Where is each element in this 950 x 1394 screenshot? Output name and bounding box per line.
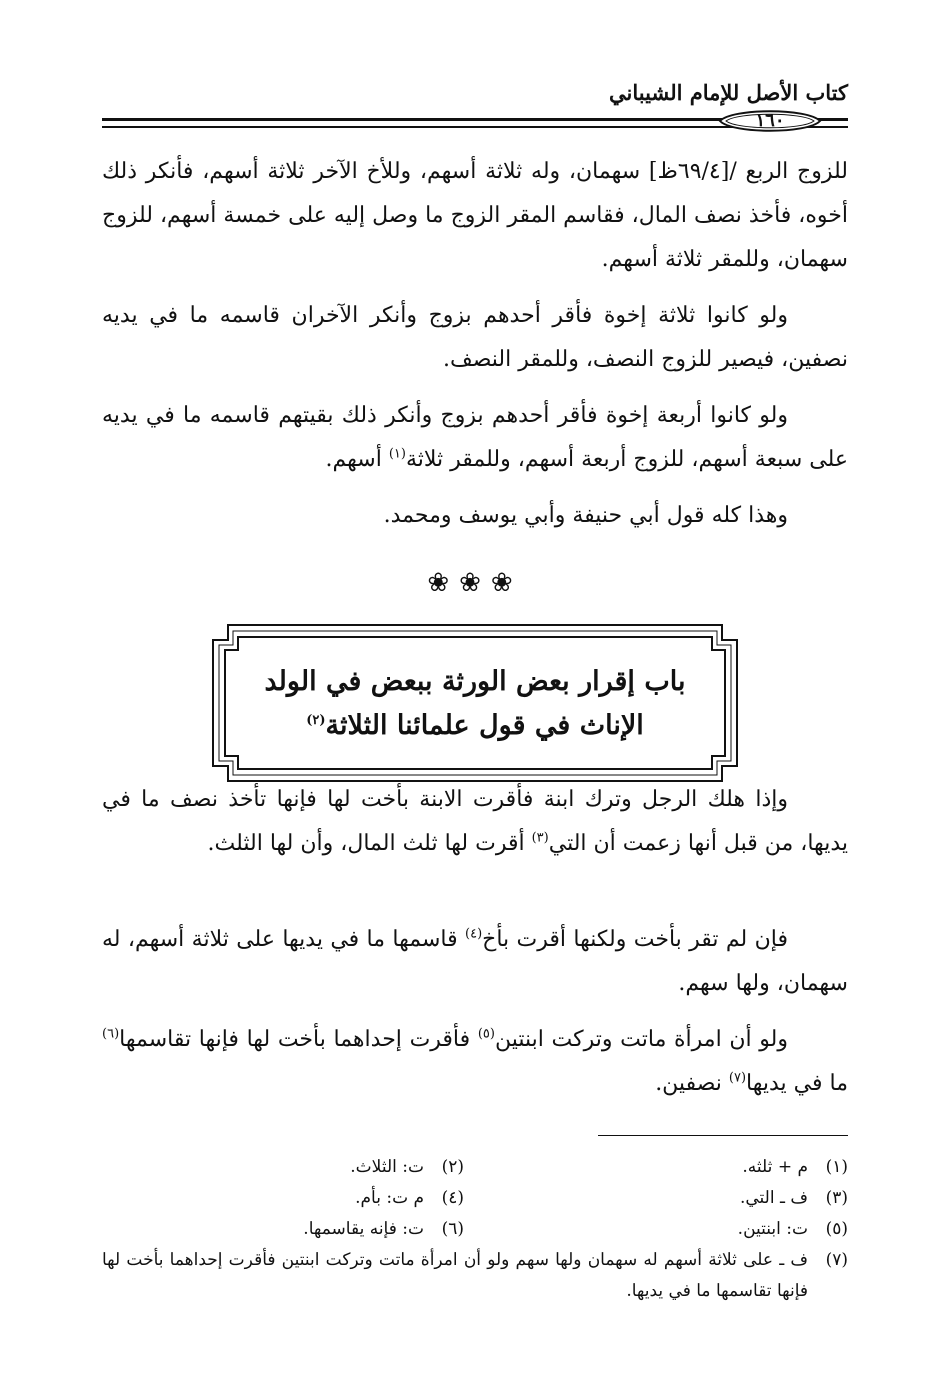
footnote-4 — [84, 1183, 464, 1214]
footnote-row — [102, 1214, 848, 1245]
paragraph-6-text-b: قاسمها ما في يديها على ثلاثة أسهم، له سهمان، ولها سهم. — [102, 927, 848, 996]
footnote-ref-5: (٥) — [477, 1026, 495, 1042]
footnote-5 — [468, 1214, 848, 1245]
footnotes — [102, 1152, 848, 1307]
paragraph-7-text-a: ولو أن امرأة ماتت وتركت ابنتين — [494, 1027, 788, 1052]
footnote-text: م + ثلثه. — [742, 1157, 808, 1177]
footnote-row — [102, 1152, 848, 1183]
footnote-text: ت: فإنه يقاسمها. — [303, 1219, 424, 1239]
paragraph-4: وهذا كله قول أبي حنيفة وأبي يوسف ومحمد. — [383, 503, 788, 528]
footnote-ref-1: (١) — [388, 446, 406, 462]
footnote-text: م ت: بأم. — [355, 1188, 424, 1208]
chapter-heading-line-2 — [238, 704, 712, 748]
paragraph-5 — [102, 778, 848, 866]
footnote-ref-4: (٤) — [465, 926, 483, 942]
footnote-number: (٥) — [825, 1219, 848, 1239]
footnote-ref-3: (٣) — [531, 830, 549, 846]
page-number: ١٦٠ — [755, 110, 785, 131]
paragraph-7-text-b: فأقرت إحداهما بأخت لها فإنها تقاسمها — [119, 1027, 478, 1052]
footnote-number: (٣) — [825, 1188, 848, 1208]
footnote-7 — [102, 1245, 848, 1307]
paragraph-1: للزوج الربع /[٦٩/٤ظ] سهمان، وله ثلاثة أسهم، وللأخ الآخر ثلاثة أسهم، فأنكر ذلك أخوه، فأخذ نصف المال، فقاسم المقر الزوج ما وصل إليه على خمسة أسهم، للزوج سهمان، وللمقر ثلاثة أسهم. — [102, 159, 849, 272]
paragraph-6-text-a: فإن لم تقر بأخت ولكنها أقرت بأخ — [482, 927, 788, 952]
section-ornament-icon: ❀❀❀ — [427, 568, 523, 598]
footnote-text: ف ـ التي. — [739, 1188, 808, 1208]
footnote-text: ت: ابنتين. — [737, 1219, 808, 1239]
paragraph-3 — [102, 394, 848, 482]
footnote-6 — [84, 1214, 464, 1245]
chapter-heading-line-2-text: الإناث في قول علمائنا الثلاثة — [325, 710, 644, 741]
footnote-separator — [598, 1135, 848, 1136]
footnote-text: ت: الثلاث. — [350, 1157, 424, 1177]
footnote-3 — [468, 1183, 848, 1214]
running-title: كتاب الأصل للإمام الشيباني — [609, 80, 848, 105]
footnote-number: (١) — [825, 1157, 848, 1177]
paragraph-7-text-c: ما في يديها — [746, 1071, 848, 1096]
footnote-number: (٧) — [825, 1250, 848, 1270]
footnote-number: (٦) — [441, 1219, 464, 1239]
paragraph-7-text-d: نصفين. — [655, 1071, 729, 1096]
chapter-heading — [238, 660, 712, 748]
paragraph-7 — [102, 1018, 848, 1106]
paragraph-6 — [102, 918, 848, 1006]
footnote-ref-2: (٢) — [306, 713, 326, 728]
paragraph-3-text-b: أسهم. — [325, 447, 389, 472]
chapter-heading-line-1: باب إقرار بعض الورثة ببعض في الولد — [264, 666, 686, 697]
footnote-number: (٤) — [441, 1188, 464, 1208]
footnote-row — [102, 1183, 848, 1214]
footnote-2 — [84, 1152, 464, 1183]
paragraph-5-text-a: وإذا هلك الرجل وترك ابنة فأقرت الابنة بأخت لها فإنها تأخذ نصف ما في يديها، من قبل أنها زعمت أن التي — [102, 787, 848, 856]
paragraph-3-text-a: ولو كانوا أربعة إخوة فأقر أحدهم بزوج وأنكر ذلك بقيتهم قاسمه ما في يديه على سبعة أسهم، للزوج أربعة أسهم، وللمقر ثلاثة — [102, 403, 848, 472]
footnote-ref-7: (٧) — [728, 1070, 747, 1086]
paragraph-5-text-b: أقرت لها ثلث المال، وأن لها الثلث. — [207, 831, 532, 856]
footnote-text: ف ـ على ثلاثة أسهم له سهمان ولها سهم ولو أن امرأة ماتت وتركت ابنتين فأقرت إحداهما بأخت لها فإنها تقاسمها ما في يديها. — [102, 1250, 808, 1301]
footnote-ref-6: (٦) — [102, 1026, 120, 1042]
paragraph-2: ولو كانوا ثلاثة إخوة فأقر أحدهم بزوج وأنكر الآخران قاسمه ما في يديه نصفين، فيصير للزوج النصف، وللمقر النصف. — [102, 303, 848, 372]
footnote-1 — [468, 1152, 848, 1183]
footnote-number: (٢) — [441, 1157, 464, 1177]
